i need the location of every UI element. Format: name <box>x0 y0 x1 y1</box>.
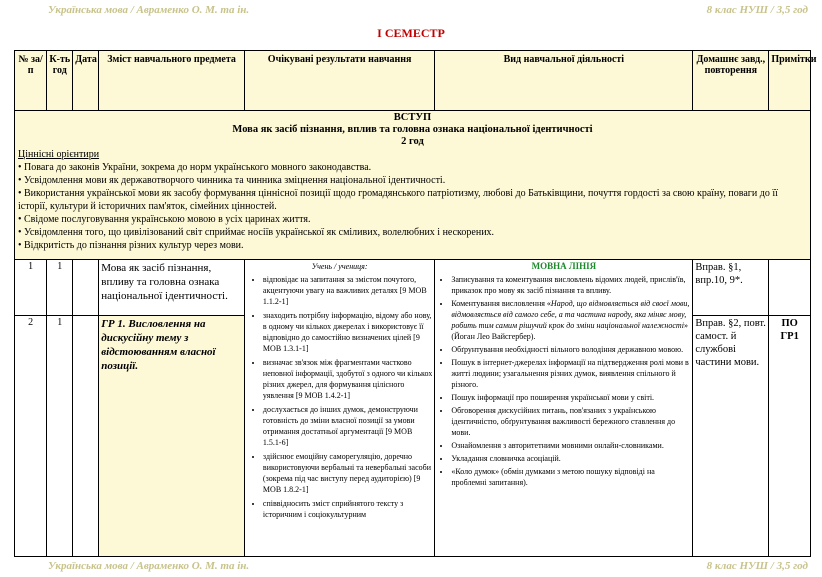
page-footer <box>0 558 822 574</box>
results-list <box>247 274 432 520</box>
intro-cell <box>15 111 811 260</box>
intro-title: ВСТУП <box>393 112 432 123</box>
activity-quote: Народ, що відмовляється від своєї мови, відмовляється від самого себе, а та частина народу, яка міняє мову, робить тим самим рішучий крок до зміни національної належності <box>451 299 690 330</box>
activity-item-text: Коментування висловлення « <box>451 299 551 308</box>
lesson-hours: 1 <box>47 260 73 316</box>
activity-item: • Пошук інформації про поширення української мови у світі. <box>451 392 690 403</box>
activity-item: • Пошук в інтернет-джерелах інформації на підтвердження ролі мови в житті людини; узагальнення різних думок, виявлення спільного й різного. <box>451 357 690 390</box>
activity-item: • Записування та коментування висловлень відомих людей, прислів'їв, приказок про мову як засіб пізнання та впливу. <box>451 274 690 296</box>
lesson-notes <box>769 260 811 316</box>
activity-item-tail: » (Йоган Лео Вайсгербер). <box>451 321 688 341</box>
lesson-content: ГР 1. Висловлення на дискусійну тему з відстоюванням власної позиції. <box>99 316 245 557</box>
lesson-num: 1 <box>15 260 47 316</box>
col-header-content: Зміст навчального предмета <box>99 51 245 111</box>
result-item: • дослухається до інших думок, демонструючи готовність до зміни власної позиції за умови отримання достатньої аргументації [9 МОВ 1.5.1-6] <box>263 404 432 448</box>
activity-item: • «Коло думок» (обмін думками з метою пошуку відповіді на проблемні запитання). <box>451 466 690 488</box>
lesson-content: Мова як засіб пізнання, впливу та головна ознака національної ідентичності. <box>99 260 245 316</box>
activity-item: • Обґрунтування необхідності вільного володіння державною мовою. <box>451 344 690 355</box>
table-header-row <box>15 51 811 111</box>
activity-item <box>451 298 690 342</box>
intro-subtitle: Мова як засіб пізнання, вплив та головна ознака національної ідентичності <box>232 124 593 135</box>
col-header-hours: К-ть год <box>47 51 73 111</box>
activity-heading: МОВНА ЛІНІЯ <box>531 261 597 271</box>
value-item: • Свідоме послуговування українською мовою в усіх царинах життя. <box>18 214 311 225</box>
lesson-date <box>73 260 99 316</box>
col-header-results: Очікувані результати навчання <box>244 51 434 111</box>
results-heading: Учень / учениця: <box>311 262 368 271</box>
value-item: • Усвідомлення того, що цивілізований світ сприймає носіїв української як сміливих, волелюбних і нескорених. <box>18 227 495 238</box>
header-right: 8 клас НУШ / 3,5 год <box>706 4 808 16</box>
result-item: • здійснює емоційну саморегуляцію, доречно використовуючи вербальні та невербальні засоби (зокрема під час виступу перед аудиторією) [9 МОВ 1.8.2-1] <box>263 451 432 495</box>
value-item: • Усвідомлення мови як державотворчого чинника та чинника зміцнення національної ідентичності. <box>18 175 446 186</box>
activity-item: • Укладання словничка асоціацій. <box>451 453 690 464</box>
activity-item: • Ознайомлення з авторитетними мовними онлайн-словниками. <box>451 440 690 451</box>
result-item: • співвідносить зміст сприйнятого тексту з історичним і соціокультурним <box>263 498 432 520</box>
col-header-num: № за/п <box>15 51 47 111</box>
results-cell <box>244 260 434 557</box>
col-header-activity: Вид навчальної діяльності <box>435 51 693 111</box>
result-item: • визначає зв'язок між фрагментами частково неповної інформації, здобутої з одного чи кількох різних джерел, для формування цілісного уявлення [9 МОВ 1.4.2-1] <box>263 357 432 401</box>
lesson-row <box>15 260 811 316</box>
values-heading: Ціннісні орієнтири <box>18 149 100 160</box>
footer-left: Українська мова / Авраменко О. М. та ін. <box>48 560 250 572</box>
footer-right: 8 клас НУШ / 3,5 год <box>706 560 808 572</box>
col-header-homework: Домашнє завд., повторення <box>693 51 769 111</box>
activity-item: • Обговорення дискусійних питань, пов'язаних з українською ідентичністю, обґрунтування важливості бережного ставлення до мови. <box>451 405 690 438</box>
value-item: • Використання української мови як засобу формування ціннісної позиції щодо громадянського патріотизму, любові до Батьківщини, почуття гордості за свою країну, поваги до її історії, культури й історичних пам'яток, сімейних цінностей. <box>18 188 778 212</box>
value-item: • Відкритість до пізнання різних культур через мови. <box>18 240 244 251</box>
lesson-notes: ПО ГР1 <box>769 316 811 557</box>
col-header-notes: Примітки <box>769 51 811 111</box>
lesson-date <box>73 316 99 557</box>
header-left: Українська мова / Авраменко О. М. та ін. <box>48 4 250 16</box>
activity-list <box>437 274 690 488</box>
activity-cell <box>435 260 693 557</box>
lesson-num: 2 <box>15 316 47 557</box>
lesson-homework: Вправ. §2, повт. самост. й службові частини мови. <box>693 316 769 557</box>
lesson-homework: Вправ. §1, впр.10, 9*. <box>693 260 769 316</box>
intro-row <box>15 111 811 260</box>
intro-hours: 2 год <box>401 136 424 147</box>
page-header <box>0 2 822 18</box>
result-item: • відповідає на запитання за змістом почутого, акцентуючи увагу на важливих деталях [9 МОВ 1.1.2-1] <box>263 274 432 307</box>
semester-title: І СЕМЕСТР <box>377 26 445 40</box>
value-item: • Повага до законів України, зокрема до норм українського мовного законодавства. <box>18 162 372 173</box>
col-header-date: Дата <box>73 51 99 111</box>
result-item: • знаходить потрібну інформацію, відому або нову, в одному чи кількох джерелах і використовує її відповідно до самостійно визначених цілей [9 МОВ 1.3.1-1] <box>263 310 432 354</box>
lesson-hours: 1 <box>47 316 73 557</box>
lesson-plan-table <box>14 50 817 557</box>
